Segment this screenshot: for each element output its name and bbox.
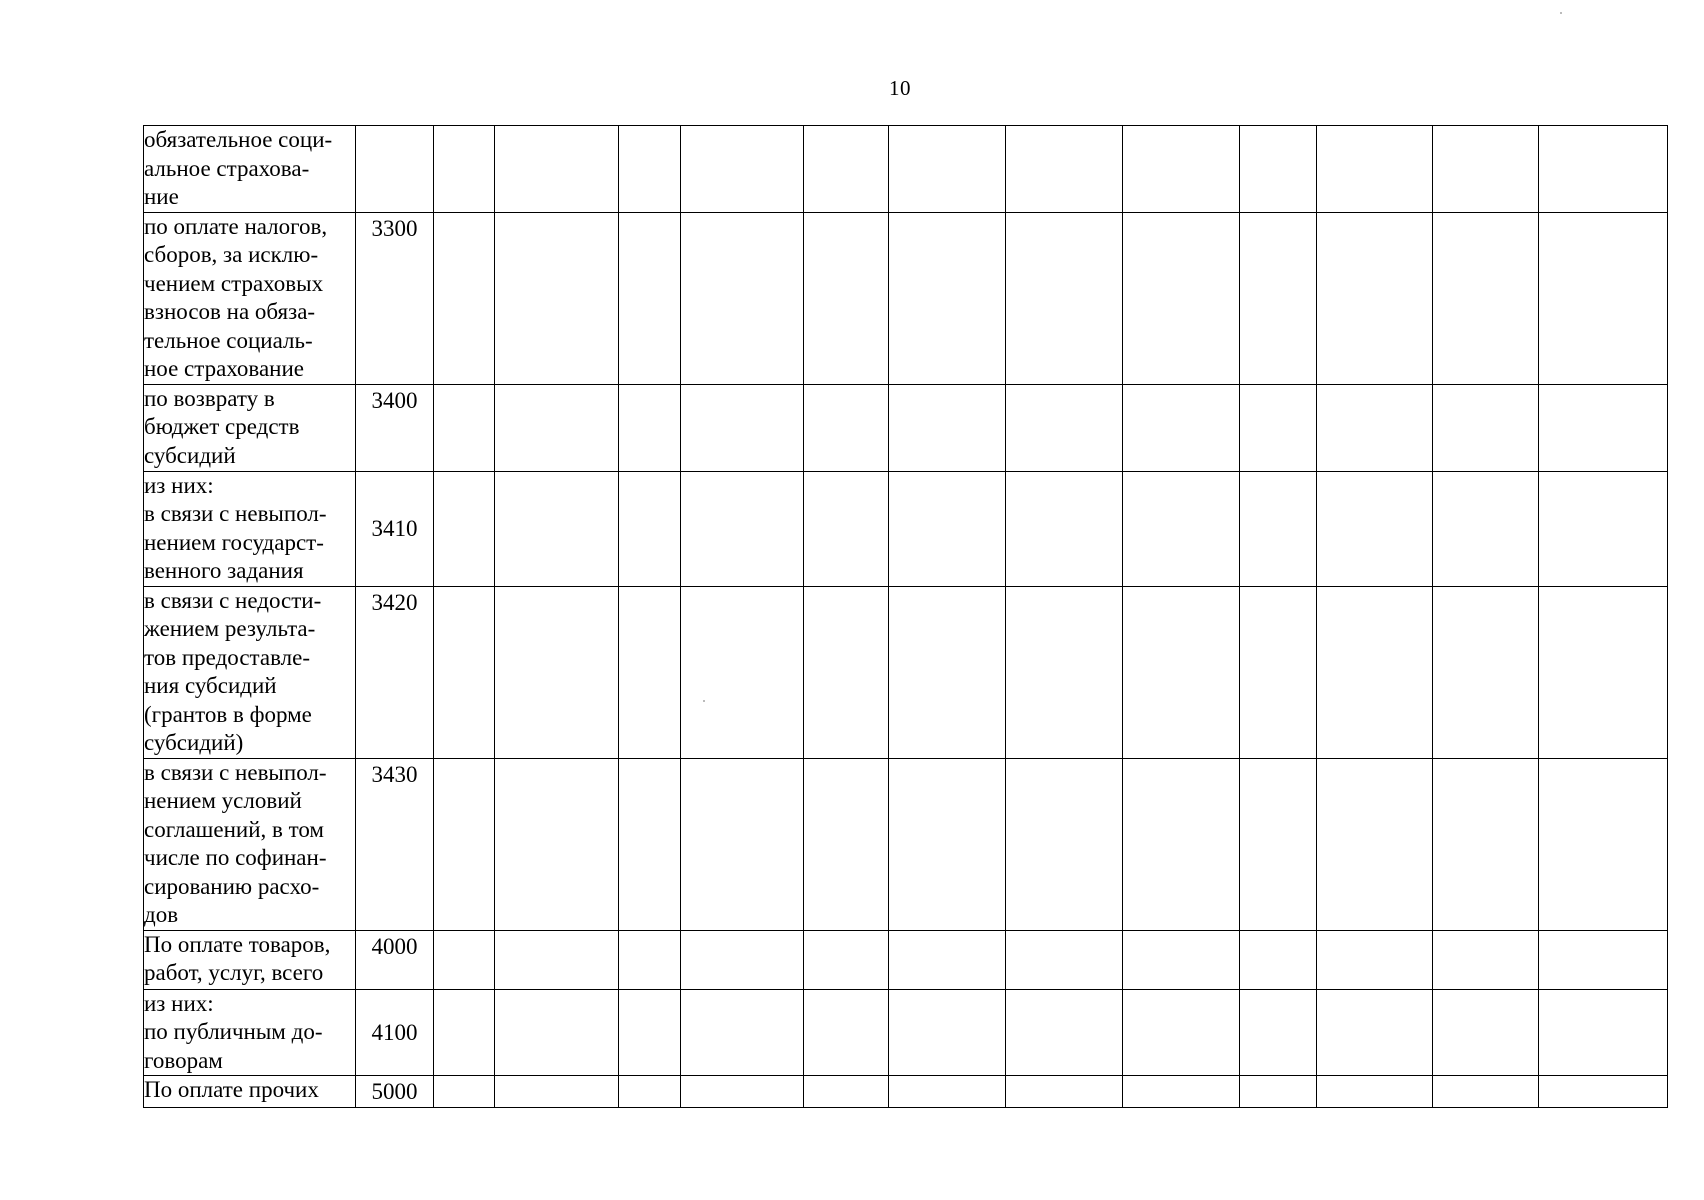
label-line: обязательное соци- <box>144 127 333 152</box>
row-label <box>144 212 356 384</box>
table-row <box>144 758 1668 930</box>
data-cell <box>681 471 804 586</box>
data-cell <box>681 1076 804 1108</box>
label-line: ние <box>144 184 179 209</box>
label-line: работ, услуг, всего <box>144 960 324 985</box>
label-line: числе по софинан- <box>144 845 327 870</box>
row-label <box>144 930 356 989</box>
data-cell <box>681 586 804 758</box>
data-cell <box>1539 989 1668 1076</box>
data-cell <box>1539 930 1668 989</box>
data-cell <box>1317 758 1433 930</box>
data-cell <box>1317 126 1433 213</box>
data-cell <box>804 989 889 1076</box>
label-line: в связи с невыпол- <box>144 501 327 526</box>
label-line: в связи с невыпол- <box>144 759 327 785</box>
data-cell <box>1240 758 1317 930</box>
label-line: из них: <box>144 472 214 498</box>
row-code: 3420 <box>356 586 434 758</box>
data-cell <box>1006 212 1123 384</box>
data-cell <box>1433 126 1539 213</box>
data-cell <box>1539 586 1668 758</box>
data-cell <box>434 126 495 213</box>
data-cell <box>1123 1076 1240 1108</box>
data-cell <box>1123 471 1240 586</box>
label-line: бюджет средств <box>144 414 300 439</box>
data-cell <box>1006 1076 1123 1108</box>
data-cell <box>434 212 495 384</box>
data-cell <box>1539 126 1668 213</box>
row-label <box>144 758 356 930</box>
data-cell <box>889 1076 1006 1108</box>
data-cell <box>804 471 889 586</box>
label-line: по публичным до- <box>144 1019 323 1044</box>
table-row <box>144 212 1668 384</box>
label-line: дов <box>144 902 179 927</box>
row-code: 4100 <box>356 989 434 1076</box>
data-cell <box>495 989 619 1076</box>
data-cell <box>1433 1076 1539 1108</box>
data-cell <box>1006 126 1123 213</box>
row-label <box>144 384 356 471</box>
row-label <box>144 126 356 213</box>
label-line: (грантов в форме <box>144 701 312 727</box>
scan-speck <box>1560 12 1562 14</box>
label-line: нением государст- <box>144 529 324 555</box>
label-line: альное страхова- <box>144 155 310 181</box>
data-cell <box>681 212 804 384</box>
data-cell <box>495 758 619 930</box>
label-line: по оплате налогов, <box>144 213 328 239</box>
data-cell <box>1006 471 1123 586</box>
label-line: сированию расхо- <box>144 873 320 899</box>
label-line: по возврату в <box>144 385 275 411</box>
table-row <box>144 1076 1668 1108</box>
data-cell <box>1006 930 1123 989</box>
data-cell <box>1317 212 1433 384</box>
label-line: из них: <box>144 990 214 1016</box>
data-cell <box>1240 1076 1317 1108</box>
label-line: взносов на обяза- <box>144 299 316 324</box>
data-cell <box>1317 471 1433 586</box>
row-label <box>144 989 356 1076</box>
data-cell <box>1317 384 1433 471</box>
data-cell <box>804 212 889 384</box>
data-cell <box>495 586 619 758</box>
table-row <box>144 930 1668 989</box>
label-line: По оплате товаров, <box>144 931 331 957</box>
data-cell <box>1123 384 1240 471</box>
data-cell <box>434 384 495 471</box>
data-cell <box>804 586 889 758</box>
data-cell <box>1006 384 1123 471</box>
data-cell <box>1240 212 1317 384</box>
data-cell <box>1006 758 1123 930</box>
data-cell <box>1006 586 1123 758</box>
table-row <box>144 384 1668 471</box>
row-code: 5000 <box>356 1076 434 1108</box>
label-line: тов предоставле- <box>144 644 310 670</box>
table-row <box>144 471 1668 586</box>
row-code: 3300 <box>356 212 434 384</box>
data-cell <box>681 384 804 471</box>
label-line: венного задания <box>144 558 304 583</box>
data-cell <box>434 930 495 989</box>
data-cell <box>495 212 619 384</box>
row-code <box>356 126 434 213</box>
data-cell <box>1433 758 1539 930</box>
data-cell <box>1317 1076 1433 1108</box>
data-cell <box>434 989 495 1076</box>
row-label <box>144 586 356 758</box>
data-cell <box>681 758 804 930</box>
data-cell <box>1240 586 1317 758</box>
data-cell <box>804 930 889 989</box>
data-cell <box>619 126 681 213</box>
data-cell <box>889 384 1006 471</box>
data-cell <box>804 758 889 930</box>
label-line: сборов, за исклю- <box>144 242 319 267</box>
data-cell <box>434 758 495 930</box>
label-line: в связи с недости- <box>144 587 322 613</box>
data-cell <box>1240 126 1317 213</box>
data-cell <box>1539 758 1668 930</box>
data-cell <box>1240 384 1317 471</box>
data-cell <box>1240 471 1317 586</box>
data-cell <box>434 586 495 758</box>
data-cell <box>889 586 1006 758</box>
data-cell <box>1317 989 1433 1076</box>
data-cell <box>1433 930 1539 989</box>
data-cell <box>495 930 619 989</box>
data-cell <box>889 126 1006 213</box>
data-cell <box>1539 212 1668 384</box>
data-cell <box>1539 384 1668 471</box>
data-cell <box>681 126 804 213</box>
data-cell <box>889 471 1006 586</box>
data-cell <box>1317 930 1433 989</box>
data-cell <box>889 212 1006 384</box>
data-cell <box>1123 586 1240 758</box>
data-cell <box>1240 930 1317 989</box>
data-cell <box>619 586 681 758</box>
data-cell <box>495 1076 619 1108</box>
row-label <box>144 1076 356 1108</box>
row-code: 3400 <box>356 384 434 471</box>
data-cell <box>619 384 681 471</box>
data-cell <box>1317 586 1433 758</box>
data-cell <box>804 1076 889 1108</box>
data-cell <box>1123 758 1240 930</box>
data-cell <box>1539 471 1668 586</box>
label-line: ное страхование <box>144 356 305 381</box>
label-line: субсидий) <box>144 730 244 755</box>
data-cell <box>619 930 681 989</box>
label-line: субсидий <box>144 442 236 468</box>
data-cell <box>495 126 619 213</box>
data-cell <box>889 989 1006 1076</box>
data-cell <box>434 471 495 586</box>
label-line: говорам <box>144 1047 223 1073</box>
data-cell <box>619 758 681 930</box>
table-row <box>144 586 1668 758</box>
data-cell <box>1240 989 1317 1076</box>
data-cell <box>495 384 619 471</box>
data-cell <box>619 1076 681 1108</box>
row-code: 3410 <box>356 471 434 586</box>
data-cell <box>1123 212 1240 384</box>
data-cell <box>619 212 681 384</box>
data-cell <box>804 126 889 213</box>
data-cell <box>889 758 1006 930</box>
data-cell <box>1123 930 1240 989</box>
table-row <box>144 989 1668 1076</box>
data-cell <box>1433 586 1539 758</box>
label-line: нением условий <box>144 788 302 813</box>
data-cell <box>1433 989 1539 1076</box>
data-cell <box>804 384 889 471</box>
label-line: По оплате прочих <box>144 1077 319 1102</box>
data-cell <box>434 1076 495 1108</box>
data-cell <box>889 930 1006 989</box>
data-cell <box>681 930 804 989</box>
label-line: ния субсидий <box>144 673 277 698</box>
data-cell <box>1433 384 1539 471</box>
label-line: соглашений, в том <box>144 816 324 842</box>
data-cell <box>1433 471 1539 586</box>
data-cell <box>1123 989 1240 1076</box>
data-cell <box>1539 1076 1668 1108</box>
data-cell <box>681 989 804 1076</box>
data-cell <box>619 471 681 586</box>
scan-speck <box>703 700 705 702</box>
label-line: тельное социаль- <box>144 327 313 353</box>
row-code: 3430 <box>356 758 434 930</box>
data-cell <box>1006 989 1123 1076</box>
row-label <box>144 471 356 586</box>
label-line: чением страховых <box>144 270 324 296</box>
data-cell <box>619 989 681 1076</box>
table-row <box>144 126 1668 213</box>
data-cell <box>1433 212 1539 384</box>
data-cell <box>495 471 619 586</box>
page-number: 10 <box>889 76 911 100</box>
row-code: 4000 <box>356 930 434 989</box>
form-table <box>143 125 1668 1108</box>
data-cell <box>1123 126 1240 213</box>
label-line: жением результа- <box>144 616 316 641</box>
